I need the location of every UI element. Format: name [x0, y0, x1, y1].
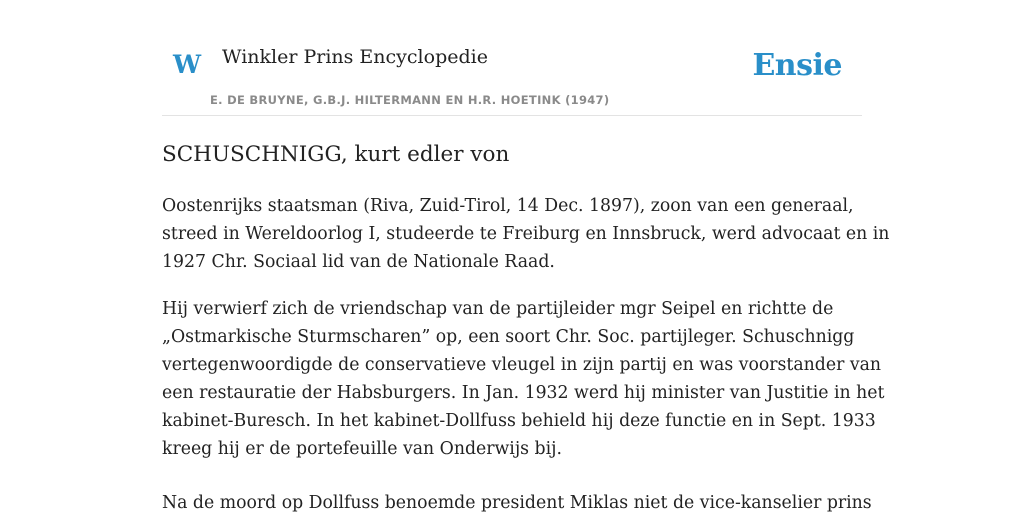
paragraph-line: „Ostmarkische Sturmscharen” op, een soort Chr. Soc. partijleger. Schuschnigg [162, 326, 855, 347]
ensie-brand-logo[interactable]: Ensie [752, 48, 842, 83]
paragraph-line: Hij verwierf zich de vriendschap van de partijleider mgr Seipel en richtte de [162, 298, 834, 319]
paragraph-line: Na de moord op Dollfuss benoemde president Miklas niet de vice-kanselier prins [162, 492, 872, 513]
page-container [162, 0, 890, 517]
paragraph-line: kabinet-Buresch. In het kabinet-Dollfuss behield hij deze functie en in Sept. 1933 [162, 410, 876, 431]
paragraph-line: Oostenrijks staatsman (Riva, Zuid-Tirol, 14 Dec. 1897), zoon van een generaal, [162, 195, 854, 216]
encyclopedia-authors: E. DE BRUYNE, G.B.J. HILTERMANN EN H.R. HOETINK (1947) [210, 93, 610, 107]
paragraph-line: kreeg hij er de portefeuille van Onderwijs bij. [162, 438, 562, 459]
entry-title: SCHUSCHNIGG, kurt edler von [162, 142, 510, 167]
paragraph-line: vertegenwoordigde de conservatieve vleugel in zijn partij en was voorstander van [162, 354, 882, 375]
article-paragraph [162, 295, 885, 463]
site-header [162, 0, 862, 116]
article-paragraph [162, 489, 872, 517]
site-logo-icon[interactable]: W [173, 50, 202, 79]
paragraph-line: een restauratie der Habsburgers. In Jan. 1932 werd hij minister van Justitie in het [162, 382, 885, 403]
paragraph-line: 1927 Chr. Sociaal lid van de Nationale Raad. [162, 251, 555, 272]
article-paragraph [162, 192, 890, 276]
paragraph-line: streed in Wereldoorlog I, studeerde te Freiburg en Innsbruck, werd advocaat en in [162, 223, 890, 244]
encyclopedia-title-link[interactable]: Winkler Prins Encyclopedie [222, 46, 488, 68]
